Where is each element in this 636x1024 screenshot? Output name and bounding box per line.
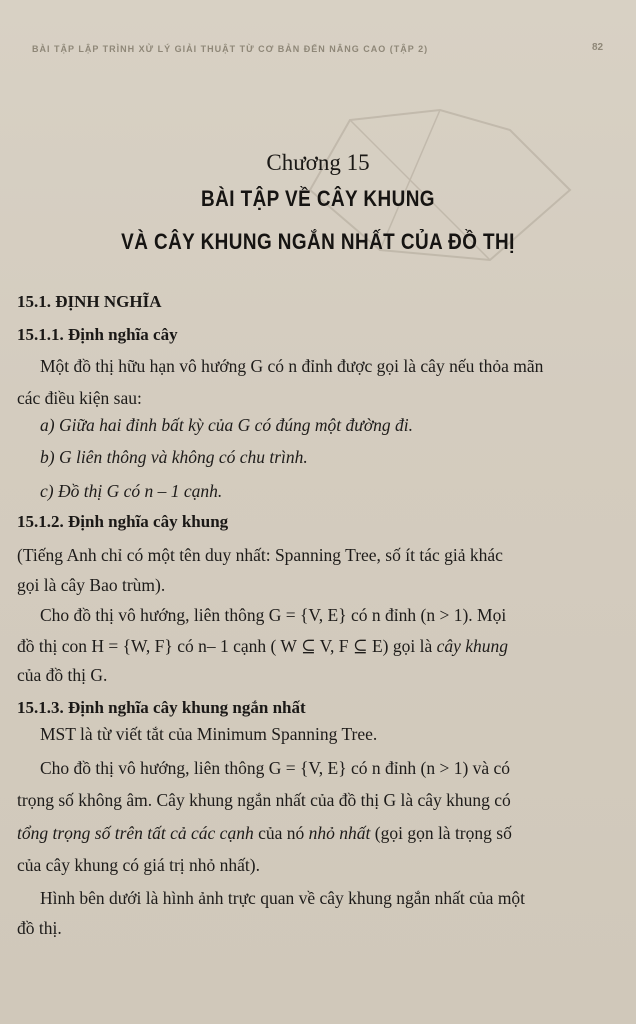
- mst-def-line2: trọng số không âm. Cây khung ngắn nhất của đồ thị G là cây khung có: [17, 790, 511, 810]
- running-header: BÀI TẬP LẬP TRÌNH XỬ LÝ GIẢI THUẬT TỪ CƠ BẢN ĐẾN NÂNG CAO (TẬP 2): [32, 44, 429, 54]
- page-number: 82: [592, 42, 604, 53]
- spanning-def-line2-text: đồ thị con H = {W, F} có n– 1 cạnh ( W ⊆ V, F ⊆ E) gọi là: [17, 636, 437, 656]
- subsection-heading-mst: 15.1.3. Định nghĩa cây khung ngắn nhất: [17, 698, 306, 717]
- mst-figure-intro-line2: đồ thị.: [17, 918, 62, 938]
- mst-figure-intro-line1: Hình bên dưới là hình ảnh trực quan về cây khung ngắn nhất của một: [40, 888, 526, 908]
- mst-def-line3-mid: của nó: [253, 823, 309, 843]
- chapter-title-line1: BÀI TẬP VỀ CÂY KHUNG: [201, 186, 435, 211]
- mst-def-line1: Cho đồ thị vô hướng, liên thông G = {V, E} có n đỉnh (n > 1) và có: [40, 758, 511, 778]
- spanning-def-line2: [17, 636, 508, 657]
- spanning-note-line2: gọi là cây Bao trùm).: [17, 575, 166, 595]
- tree-def-line1: Một đồ thị hữu hạn vô hướng G có n đỉnh được gọi là cây nếu thỏa mãn: [40, 356, 544, 376]
- mst-def-line4: của cây khung có giá trị nhỏ nhất).: [17, 855, 260, 875]
- tree-condition-c: c) Đồ thị G có n – 1 cạnh.: [40, 481, 223, 501]
- tree-condition-a: a) Giữa hai đỉnh bất kỳ của G có đúng một đường đi.: [40, 415, 414, 435]
- subsection-heading-tree: 15.1.1. Định nghĩa cây: [17, 325, 178, 344]
- spanning-term: cây khung: [436, 636, 509, 656]
- tree-condition-b: b) G liên thông và không có chu trình.: [40, 447, 308, 467]
- chapter-title-line2: VÀ CÂY KHUNG NGẮN NHẤT CỦA ĐỒ THỊ: [121, 229, 515, 254]
- mst-total-weight-phrase: tổng trọng số trên tất cả các cạnh: [17, 823, 254, 843]
- chapter-label: Chương 15: [266, 150, 370, 175]
- mst-def-line3-end: (gọi gọn là trọng số: [370, 823, 512, 843]
- mst-def-line3: [17, 823, 512, 844]
- tree-def-line2: các điều kiện sau:: [17, 388, 142, 408]
- spanning-def-line3: của đồ thị G.: [17, 665, 108, 685]
- subsection-heading-spanning-tree: 15.1.2. Định nghĩa cây khung: [17, 512, 229, 531]
- spanning-note-line1: (Tiếng Anh chỉ có một tên duy nhất: Spanning Tree, số ít tác giả khác: [17, 545, 503, 565]
- section-heading: 15.1. ĐỊNH NGHĨA: [17, 292, 162, 311]
- spanning-def-line1: Cho đồ thị vô hướng, liên thông G = {V, E} có n đỉnh (n > 1). Mọi: [40, 605, 507, 625]
- mst-smallest-term: nhỏ nhất: [308, 823, 371, 843]
- mst-abbreviation-line: MST là từ viết tắt của Minimum Spanning Tree.: [40, 724, 378, 744]
